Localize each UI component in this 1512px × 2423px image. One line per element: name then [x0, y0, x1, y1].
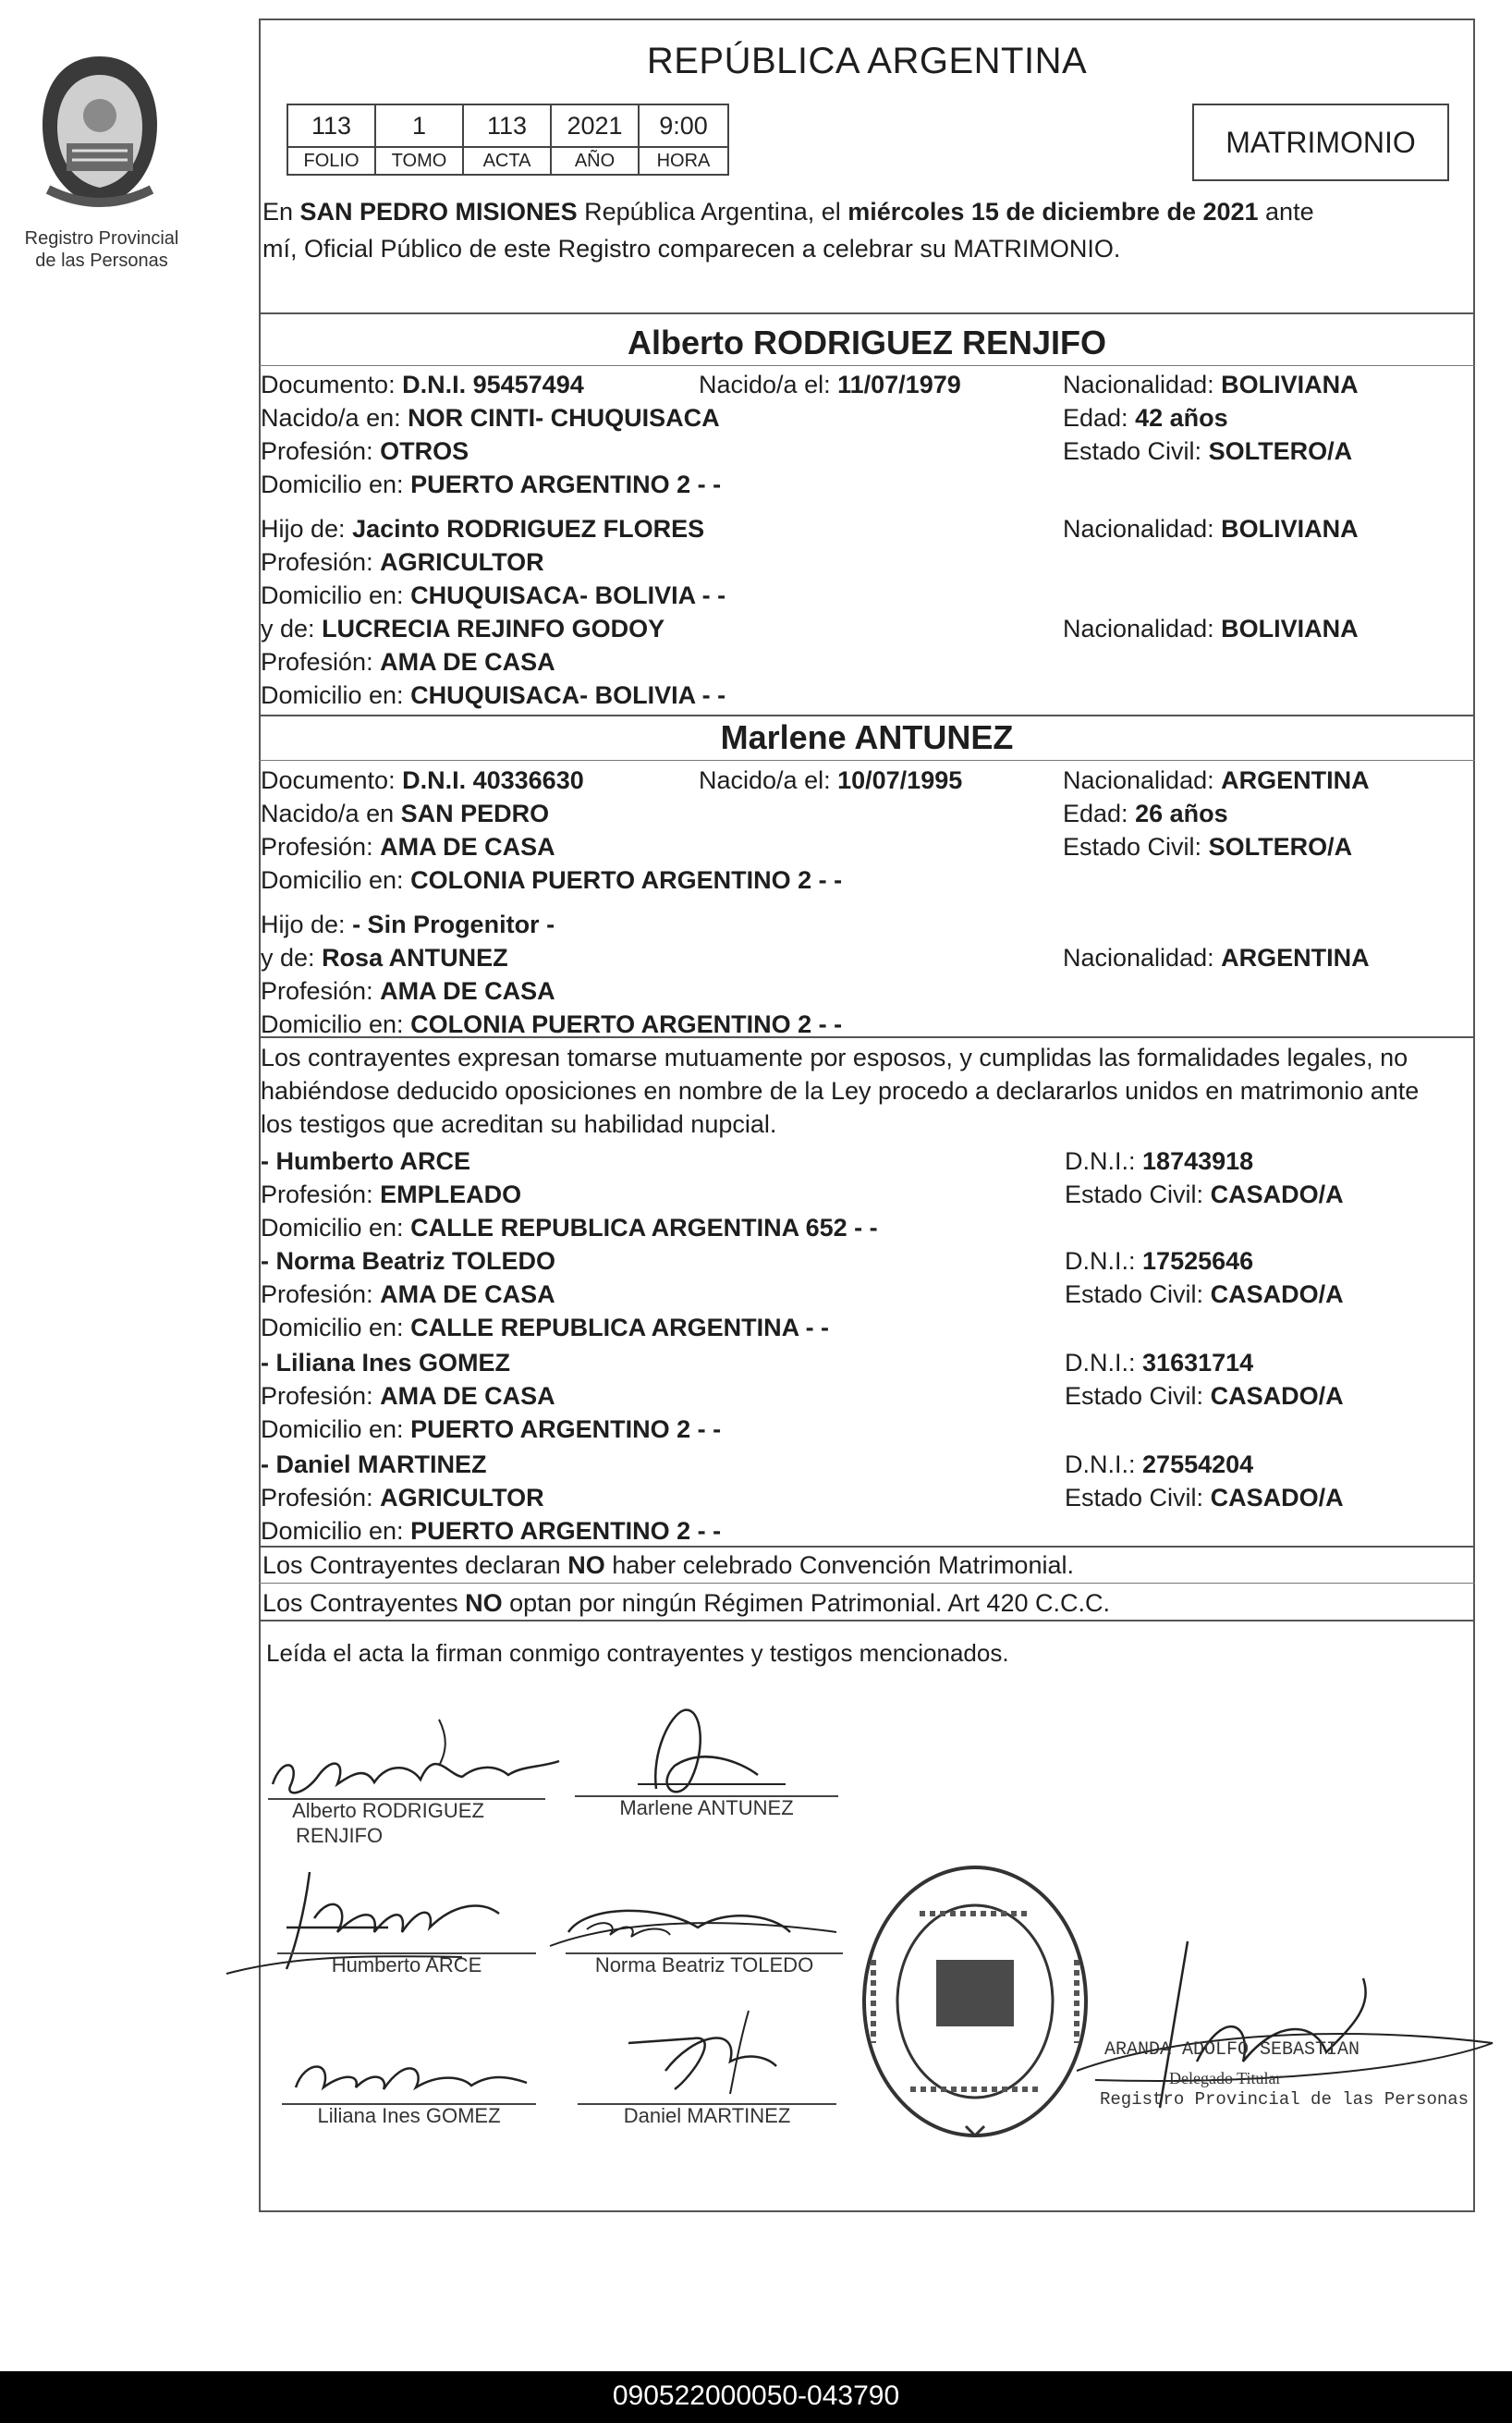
witness-1-civil-status: Estado Civil: CASADO/A: [1065, 1181, 1344, 1208]
bride-mother-address: Domicilio en: COLONIA PUERTO ARGENTINO 2 - -: [261, 1010, 843, 1038]
bride-civil-status: Estado Civil: SOLTERO/A: [1063, 833, 1353, 861]
witness-4-address: Domicilio en: PUERTO ARGENTINO 2 - -: [261, 1517, 722, 1545]
witness-2-address: Domicilio en: CALLE REPUBLICA ARGENTINA - -: [261, 1314, 830, 1341]
witness-3-name: - Liliana Ines GOMEZ: [261, 1349, 511, 1377]
witness-3-profession: Profesión: AMA DE CASA: [261, 1382, 555, 1410]
witness-4-dni: D.N.I.: 27554204: [1065, 1450, 1254, 1478]
groom-age: Edad: 42 años: [1063, 404, 1228, 432]
document-code: 090522000050-043790: [612, 2380, 900, 2411]
official-stamp-name: ARANDA ADOLFO SEBASTIAN: [1104, 2039, 1360, 2061]
witness-3-address: Domicilio en: PUERTO ARGENTINO 2 - -: [261, 1415, 722, 1443]
groom-profession: Profesión: OTROS: [261, 437, 469, 465]
divider-header: [259, 312, 1475, 314]
country-title: REPÚBLICA ARGENTINA: [646, 41, 1088, 81]
witness-4-name: - Daniel MARTINEZ: [261, 1450, 487, 1478]
groom-mother-address: Domicilio en: CHUQUISACA- BOLIVIA - -: [261, 681, 726, 709]
bride-address: Domicilio en: COLONIA PUERTO ARGENTINO 2 - -: [261, 866, 843, 894]
divider-convention: [259, 1583, 1475, 1584]
folio-label: FOLIO: [288, 148, 376, 174]
document-type-box: MATRIMONIO: [1192, 104, 1449, 181]
bride-father: Hijo de: - Sin Progenitor -: [261, 911, 555, 938]
intro-line-2: mí, Oficial Público de este Registro comparecen a celebrar su MATRIMONIO.: [262, 235, 1121, 263]
groom-mother-nationality: Nacionalidad: BOLIVIANA: [1063, 615, 1359, 642]
groom-birthplace: Nacido/a en: NOR CINTI- CHUQUISACA: [261, 404, 720, 432]
groom-nationality: Nacionalidad: BOLIVIANA: [1063, 371, 1359, 398]
groom-signature-caption-1: Alberto RODRIGUEZ: [292, 1799, 484, 1822]
bride-document: Documento: D.N.I. 40336630: [261, 766, 584, 794]
groom-father-profession: Profesión: AGRICULTOR: [261, 548, 544, 576]
groom-signature: [263, 1710, 568, 1812]
acta-label: ACTA: [464, 148, 552, 174]
acta-value: 113: [464, 105, 552, 148]
divider-groom-name: [259, 365, 1475, 366]
witness-1-dni: D.N.I.: 18743918: [1065, 1147, 1254, 1175]
regime-statement: Los Contrayentes NO optan por ningún Régimen Patrimonial. Art 420 C.C.C.: [262, 1589, 1110, 1617]
declaration-line-3: los testigos que acreditan su habilidad nupcial.: [261, 1110, 777, 1138]
witness-1-name: - Humberto ARCE: [261, 1147, 470, 1175]
intro-date: miércoles 15 de diciembre de 2021: [847, 198, 1259, 226]
groom-signature-caption-2: RENJIFO: [296, 1824, 384, 1847]
declaration-line-2: habiéndose deducido oposiciones en nombre de la Ley procedo a declararlos unidos en matrimonio ante: [261, 1077, 1420, 1105]
witness-2-profession: Profesión: AMA DE CASA: [261, 1280, 555, 1308]
witness-3-civil-status: Estado Civil: CASADO/A: [1065, 1382, 1344, 1410]
reference-grid: [287, 104, 729, 176]
divider-witnesses-end: [259, 1546, 1475, 1548]
groom-father-address: Domicilio en: CHUQUISACA- BOLIVIA - -: [261, 581, 726, 609]
emblem-caption: Registro Provincial de las Personas: [24, 228, 179, 271]
witness-2-signature-caption: Norma Beatriz TOLEDO: [594, 1953, 814, 1976]
bride-mother-profession: Profesión: AMA DE CASA: [261, 977, 555, 1005]
bride-signature: [601, 1696, 823, 1807]
tomo-value: 1: [376, 105, 464, 148]
witness-3-dni: D.N.I.: 31631714: [1065, 1349, 1254, 1377]
bride-name: Marlene ANTUNEZ: [720, 718, 1014, 756]
groom-mother-profession: Profesión: AMA DE CASA: [261, 648, 555, 676]
intro-place: SAN PEDRO MISIONES: [299, 198, 578, 226]
closing-statement: Leída el acta la firman conmigo contrayentes y testigos mencionados.: [266, 1639, 1009, 1667]
declaration-line-1: Los contrayentes expresan tomarse mutuamente por esposos, y cumplidas las formalidades legales, no: [261, 1044, 1408, 1071]
convention-statement: Los Contrayentes declaran NO haber celebrado Convención Matrimonial.: [262, 1551, 1074, 1579]
groom-name: Alberto RODRIGUEZ RENJIFO: [627, 324, 1107, 361]
witness-4-profession: Profesión: AGRICULTOR: [261, 1484, 544, 1511]
bride-age: Edad: 26 años: [1063, 800, 1228, 827]
witness-1-signature-caption: Humberto ARCE: [331, 1953, 482, 1976]
groom-civil-status: Estado Civil: SOLTERO/A: [1063, 437, 1353, 465]
groom-father-nationality: Nacionalidad: BOLIVIANA: [1063, 515, 1359, 543]
bride-birthplace: Nacido/a en SAN PEDRO: [261, 800, 550, 827]
bride-nationality: Nacionalidad: ARGENTINA: [1063, 766, 1370, 794]
tomo-label: TOMO: [376, 148, 464, 174]
groom-mother: y de: LUCRECIA REJINFO GODOY: [261, 615, 665, 642]
year-label: AÑO: [552, 148, 640, 174]
divider-groom-end: [259, 715, 1475, 716]
hour-value: 9:00: [640, 105, 727, 148]
witness-4-signature: [610, 2006, 823, 2099]
witness-2-civil-status: Estado Civil: CASADO/A: [1065, 1280, 1344, 1308]
divider-regime: [259, 1620, 1475, 1621]
witness-2-dni: D.N.I.: 17525646: [1065, 1247, 1254, 1275]
divider-bride-name: [259, 760, 1475, 761]
groom-address: Domicilio en: PUERTO ARGENTINO 2 - -: [261, 471, 722, 498]
witness-1-address: Domicilio en: CALLE REPUBLICA ARGENTINA 652 - -: [261, 1214, 878, 1242]
witness-3-signature-caption: Liliana Ines GOMEZ: [317, 2104, 501, 2127]
groom-birth-date: Nacido/a el: 11/07/1979: [699, 371, 961, 398]
witness-4-civil-status: Estado Civil: CASADO/A: [1065, 1484, 1344, 1511]
folio-value: 113: [288, 105, 376, 148]
bride-birth-date: Nacido/a el: 10/07/1995: [699, 766, 963, 794]
official-stamp-org: Registro Provincial de las Personas: [1100, 2089, 1469, 2110]
witness-3-signature: [287, 2050, 545, 2106]
bride-mother-nationality: Nacionalidad: ARGENTINA: [1063, 944, 1370, 972]
year-value: 2021: [552, 105, 640, 148]
witness-1-profession: Profesión: EMPLEADO: [261, 1181, 522, 1208]
groom-document: Documento: D.N.I. 95457494: [261, 371, 584, 398]
witness-2-name: - Norma Beatriz TOLEDO: [261, 1247, 556, 1275]
groom-father: Hijo de: Jacinto RODRIGUEZ FLORES: [261, 515, 705, 543]
intro-line-1: En SAN PEDRO MISIONES República Argentina, el miércoles 15 de diciembre de 2021 ante: [262, 198, 1314, 226]
witness-4-signature-caption: Daniel MARTINEZ: [623, 2104, 791, 2127]
bride-signature-caption: Marlene ANTUNEZ: [619, 1796, 794, 1819]
hour-label: HORA: [656, 151, 711, 171]
bride-profession: Profesión: AMA DE CASA: [261, 833, 555, 861]
bride-mother: y de: Rosa ANTUNEZ: [261, 944, 508, 972]
province-emblem-logo: [35, 51, 165, 213]
official-stamp-title: Delegado Titular: [1169, 2069, 1282, 2087]
official-seal-stamp: [855, 1858, 1095, 2145]
